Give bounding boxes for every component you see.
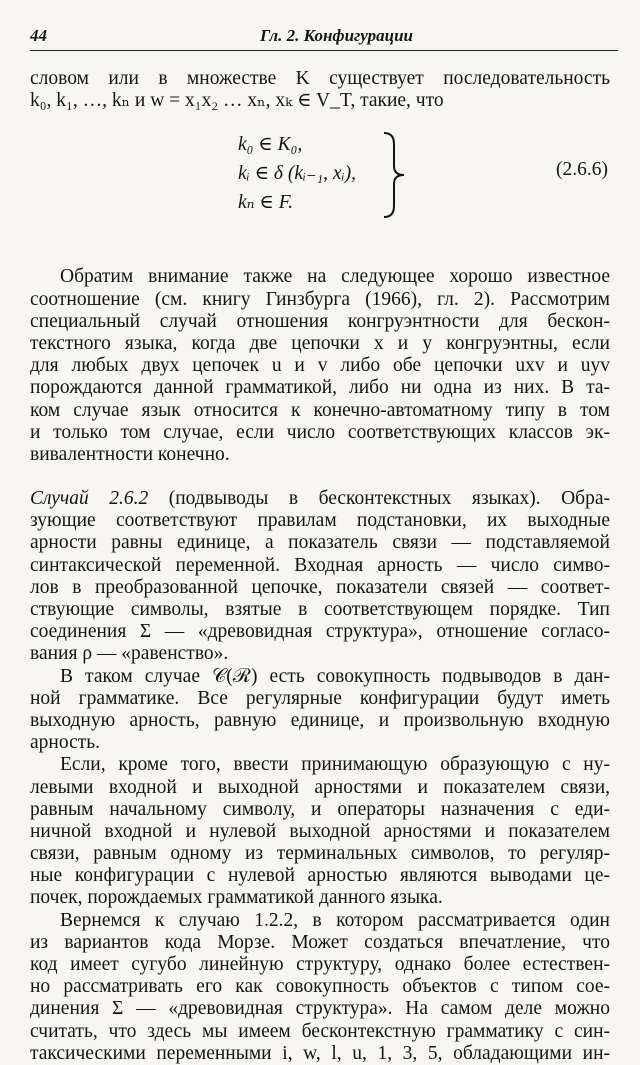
text-line: текстного языка, когда две цепочки x и y конгруэнтны, если [30, 332, 610, 354]
text-line: В таком случае 𝒞(ℛ) есть совокупность подвыводов в дан- [60, 665, 610, 687]
text-line: k₀, k₁, …, kₙ и w = x₁x₂ … xₙ, xₖ ∈ V_T, такие, что [30, 90, 444, 112]
paragraph-morse-code [30, 910, 610, 1065]
text-line: ком случае язык относится к конечно-автоматному типу в том [30, 399, 610, 421]
text-line: но рассматривать его как совокупность объектов с типом сое- [30, 976, 610, 998]
page-header [30, 24, 618, 51]
text-line: синтаксической переменной. Входная арность — число симво- [30, 554, 610, 576]
text-line: соединения Σ — «древовидная структура», отношение согласо- [30, 621, 610, 643]
paragraph-case-2-6-2 [30, 488, 610, 666]
paragraph-accepting-generator [30, 754, 610, 909]
text-line: вания ρ — «равенство». [30, 643, 229, 665]
text-line: словом или в множестве K существует последовательность [30, 68, 610, 89]
text-line: арность. [30, 732, 101, 754]
text-line [30, 488, 610, 510]
text-line: равным начальному символу, и операторы назначения с еди- [30, 798, 610, 820]
page-number: 44 [30, 26, 47, 45]
formula-line: kᵢ ∈ δ (kᵢ₋₁, xᵢ), [238, 163, 357, 185]
text-line: специальный случай отношения конгруэнтности для бескон- [30, 310, 610, 332]
text-line: левыми входной и выходной арностями и показателем связи, [30, 776, 610, 798]
text-line: таксическими переменными i, w, l, u, 1, 3, 5, обладающими ин- [30, 1042, 610, 1064]
running-head: Гл. 2. Конфигурации [260, 26, 413, 45]
intro-paragraph [30, 68, 610, 112]
right-brace-icon [380, 130, 410, 220]
text-line: Если, кроме того, ввести принимающую образующую с ну- [60, 754, 610, 776]
text-line: почек, порождаемых грамматикой данного языка. [30, 887, 443, 909]
paragraph-gap [30, 466, 610, 488]
text-line: Вернемся к случаю 1.2.2, в котором рассматривается один [60, 909, 610, 931]
formula-line: k₀ ∈ K₀, [238, 134, 303, 156]
text-line: связи, равным одному из терминальных символов, то регуляр- [30, 843, 610, 865]
text-line: считать, что здесь мы имеем бесконтекстную грамматику с син- [30, 1020, 610, 1042]
text-line: ничной входной и нулевой выходной арностями и показателем [30, 820, 610, 842]
text-line: соотношение (см. книгу Гинзбурга (1966), гл. 2). Рассмотрим [30, 288, 610, 310]
case-title: Случай 2.6.2 [30, 488, 149, 510]
text-line: и только том случае, если число соответствующих классов эк- [30, 421, 610, 443]
text-line: арности равны единице, а показатель связи — подставляемой [30, 532, 610, 554]
text-line: из вариантов кода Морзе. Может создаться впечатление, что [30, 931, 610, 953]
formula-lines [238, 130, 356, 217]
paragraph-congruence [30, 266, 610, 466]
text-line: ные конфигурации с нулевой арностью являются выводами це- [30, 865, 610, 887]
text-line: ной грамматике. Все регулярные конфигурации будут иметь [30, 687, 610, 709]
text-line: ствующие символы, взятые в соответствующем порядке. Тип [30, 599, 610, 620]
formula-line: kₙ ∈ F. [238, 192, 294, 214]
text-line: выходную арность, равную единице, и произвольную входную [30, 709, 610, 731]
page-body [30, 68, 610, 1065]
text-line: Обратим внимание также на следующее хорошо известное [60, 266, 610, 288]
text-line: код имеет сугубо линейную структуру, однако более естествен- [30, 954, 610, 975]
text-line: порождаются данной грамматикой, либо ни одна из них. В та- [30, 377, 610, 399]
text-line: лов в преобразованной цепочке, показатели связей — соответ- [30, 576, 610, 598]
display-formula [30, 130, 610, 226]
equation-number: (2.6.6) [556, 159, 608, 181]
text-line: вивалентности конечно. [30, 443, 230, 465]
text-line: для любых двух цепочек u и v либо обе цепочки uxv и uyv [30, 355, 610, 377]
paragraph-configurations [30, 666, 610, 755]
text-line: динения Σ — «древовидная структура». На самом деле можно [30, 998, 610, 1020]
text-line: зующие соответствуют правилам подстановки, их выходные [30, 510, 610, 532]
case-title-rest: (подвыводы в бесконтекстных языках). Обра- [148, 488, 610, 510]
